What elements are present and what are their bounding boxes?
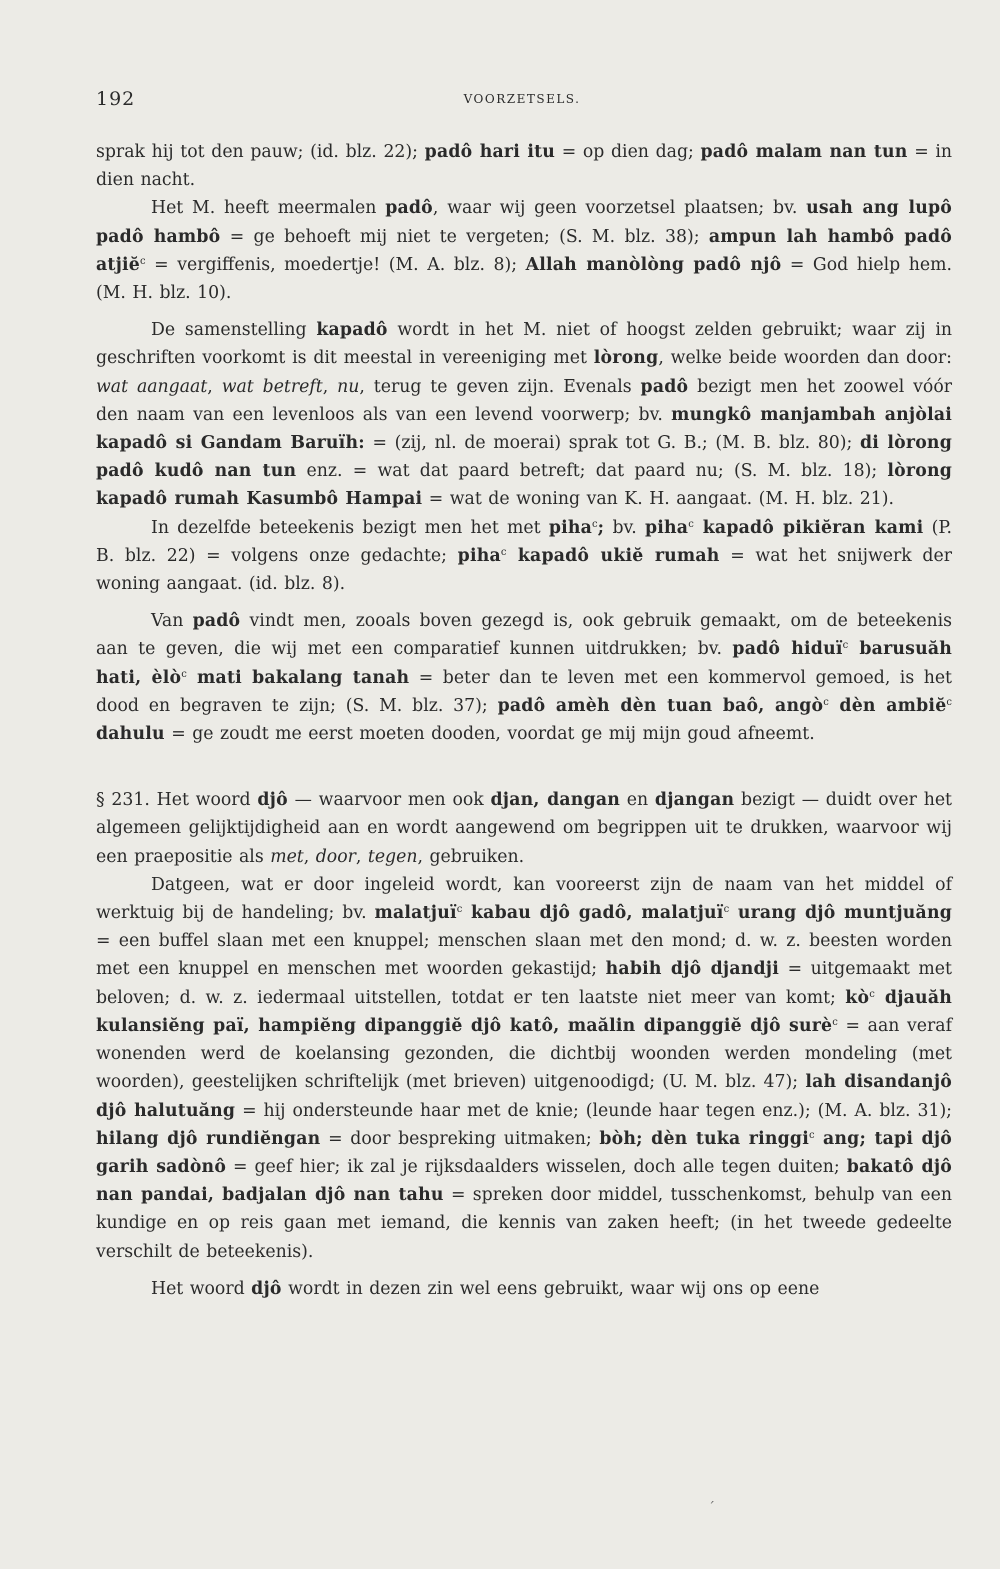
italic-term: wat aangaat — [96, 376, 208, 397]
malay-term: Allah manòlòng padô njô — [525, 254, 782, 275]
superscript-mark: c — [823, 696, 829, 708]
text-run: , — [322, 376, 338, 397]
stray-mark: ˊ — [708, 1500, 715, 1516]
text-run: = uitgemaakt met beloven; d. w. z. iedermaal uitstellen, totdat er ten laatste niet meer van komt; — [96, 959, 952, 1008]
malay-term: usah ang lupô padô hambô — [96, 198, 952, 247]
text-run: , terug te geven zijn. Evenals — [359, 376, 641, 397]
text-run: Het woord — [151, 1278, 252, 1299]
text-run: , — [207, 376, 222, 397]
text-run: bv. — [604, 517, 645, 538]
malay-term: lòrong kapadô rumah Kasumbô Hampai — [96, 461, 952, 510]
malay-term: dahulu — [96, 724, 165, 745]
text-run: = beter dan te leven met een kommervol gemoed, is het dood en begraven te zijn; (S. M. blz. 37); — [96, 667, 952, 716]
malay-term: piha — [548, 517, 593, 538]
text-run: bezigt men het zoowel vóór den naam van een levenloos als van een levend voorwerp; bv. — [96, 376, 952, 425]
malay-term: mati bakalang tanah — [186, 667, 410, 688]
text-run: = ge zoudt me eerst moeten dooden, voordat ge mij mijn goud afneemt. — [164, 724, 815, 745]
text-run: § 231. Het woord — [96, 790, 258, 811]
malay-term: dèn ambiĕ — [828, 695, 947, 716]
text-run: = hij ondersteunde haar met de knie; (leunde haar tegen enz.); (M. A. blz. 31); — [235, 1100, 953, 1121]
malay-term: djô — [257, 790, 288, 811]
superscript-mark: c — [808, 1129, 815, 1141]
text-run: = op dien dag; — [555, 142, 701, 162]
malay-term: kapadô pikiĕran kami — [693, 517, 924, 538]
italic-term: door — [315, 846, 356, 867]
malay-term: djan, dangan — [490, 790, 620, 811]
malay-term: kò — [845, 987, 870, 1008]
malay-term: lòrong — [593, 348, 659, 369]
text-run: In dezelfde beteekenis bezigt men het met — [151, 517, 549, 538]
text-run: = in dien nacht. — [96, 142, 952, 191]
malay-term: kabau djô gadô, malatjuï — [462, 903, 724, 924]
malay-term: malatjuï — [374, 903, 457, 924]
paragraph — [96, 514, 952, 599]
paragraph — [96, 786, 952, 871]
malay-term: di lòrong padô kudô nan tun — [96, 433, 952, 482]
text-run: = een buffel slaan met een knuppel; menschen slaan met den mond; d. w. z. beesten worden met een knuppel en menschen met woorden gekastijd; — [96, 931, 952, 980]
running-title: VOORZETSELS. — [463, 92, 581, 106]
malay-term: padô — [385, 198, 433, 219]
text-run: , — [303, 846, 316, 867]
malay-term: ang; tapi djô garih sadònô — [96, 1128, 952, 1177]
superscript-mark: c — [181, 668, 187, 680]
malay-term: piha — [457, 545, 501, 566]
superscript-mark: c — [456, 904, 463, 916]
text-run: wordt in het M. niet of hoogst zelden gebruikt; waar zij in geschriften voorkomt is dit meestal in vereeniging met — [96, 320, 952, 369]
text-run: , — [355, 846, 368, 867]
text-run: sprak hij tot den pauw; (id. blz. 22); — [96, 142, 425, 162]
malay-term: ; — [597, 517, 605, 538]
superscript-mark: c — [592, 518, 598, 530]
text-run: = door bespreking uitmaken; — [320, 1128, 600, 1149]
malay-term: ampun lah hambô padô atjiĕ — [96, 226, 952, 275]
paragraph — [96, 1275, 952, 1303]
malay-term: bòh; dèn tuka ringgi — [599, 1128, 809, 1149]
paragraph — [96, 871, 952, 1266]
text-run: — waarvoor men ook — [287, 790, 491, 811]
text-run: en — [620, 790, 655, 811]
malay-term: lah disandanjô djô halutuăng — [96, 1072, 952, 1121]
body-text — [96, 138, 952, 1303]
text-run: De samenstelling — [151, 320, 317, 341]
superscript-mark: c — [842, 640, 849, 652]
italic-term: met — [270, 846, 304, 867]
text-run: vindt men, zooals boven gezegd is, ook gebruik gemaakt, om de beteekenis aan te geven, die wij met een comparatief kunnen uitdrukken; bv. — [96, 611, 952, 660]
text-run: = geef hier; ik zal je rijksdaalders wisselen, doch alle tegen duiten; — [226, 1156, 847, 1177]
text-run: , gebruiken. — [417, 846, 525, 867]
text-run: Het M. heeft meermalen — [151, 198, 386, 219]
malay-term: djô — [251, 1278, 282, 1299]
superscript-mark: c — [723, 904, 730, 916]
text-run: = vergiffenis, moedertje! (M. A. blz. 8); — [145, 254, 526, 275]
malay-term: hilang djô rundiĕngan — [96, 1128, 321, 1149]
text-run: , welke beide woorden dan door: — [658, 348, 952, 369]
text-run: = spreken door middel, tusschenkomst, behulp van een kundige en op reis gaan met iemand, die kennis van zaken heeft; (in het tweede gedeelte verschilt de beteekenis). — [96, 1185, 952, 1262]
superscript-mark: c — [140, 255, 146, 267]
italic-term: nu — [337, 376, 360, 397]
text-run: = ge behoeft mij niet te vergeten; (S. M. blz. 38); — [220, 226, 709, 247]
malay-term: padô — [192, 611, 241, 632]
text-run: wordt in dezen zin wel eens gebruikt, waar wij ons op eene — [281, 1278, 820, 1299]
malay-term: piha — [644, 517, 689, 538]
paragraph — [96, 607, 952, 748]
malay-term: kapadô — [316, 320, 388, 341]
text-run: , waar wij geen voorzetsel plaatsen; bv. — [432, 198, 807, 219]
text-run: enz. = wat dat paard betreft; dat paard nu; (S. M. blz. 18); — [296, 461, 888, 482]
superscript-mark: c — [869, 988, 875, 1000]
malay-term: bakatô djô nan pandai, badjalan djô nan tahu — [96, 1156, 953, 1206]
paragraph — [96, 316, 952, 513]
text-run: = wat de woning van K. H. aangaat. (M. H. blz. 21). — [422, 489, 894, 510]
text-run: Van — [151, 611, 193, 632]
text-run: = (zij, nl. de moerai) sprak tot G. B.; (M. B. blz. 80); — [364, 433, 860, 454]
text-run: bezigt — duidt over het algemeen gelijktijdigheid aan en wordt aangewend om begrippen uit te drukken, waarvoor wij een praepositie als — [96, 790, 952, 867]
superscript-mark: c — [946, 696, 952, 708]
italic-term: tegen — [367, 846, 418, 867]
malay-term: djangan — [654, 790, 735, 811]
text-run: = aan veraf wonenden werd de koelansing gezonden, die dichtbij woonden werden mondeling (met woorden), geestelijken schriftelijk (met brieven) uitgenoodigd; (U. M. blz. 47); — [96, 1015, 952, 1093]
text-run: = God hielp hem. (M. H. blz. 10). — [96, 254, 953, 304]
superscript-mark: c — [832, 1016, 838, 1028]
malay-term: djauăh kulansiĕng paï, hampiĕng dipanggiĕ djô katô, maălin dipanggiĕ djô surè — [96, 987, 952, 1036]
superscript-mark: c — [500, 546, 507, 558]
italic-term: wat betreft — [221, 376, 323, 397]
malay-term: mungkô manjambah anjòlai kapadô si Gandam Baruïh: — [96, 404, 952, 454]
malay-term: barusuăh hati, èlò — [96, 639, 953, 688]
malay-term: habih djô djandji — [605, 959, 780, 980]
page-header — [96, 88, 948, 114]
text-run: Datgeen, wat er door ingeleid wordt, kan vooreerst zijn de naam van het middel of werktuig bij de handeling; bv. — [96, 874, 952, 924]
paragraph — [96, 194, 952, 307]
malay-term: padô hari itu — [424, 142, 556, 162]
page-number: 192 — [96, 88, 136, 110]
text-run: (P. B. blz. 22) = volgens onze gedachte; — [96, 517, 952, 566]
malay-term: padô amèh dèn tuan baô, angò — [497, 695, 824, 716]
malay-term: urang djô muntjuăng — [729, 903, 952, 924]
malay-term: padô malam nan tun — [700, 142, 908, 162]
paragraph — [96, 138, 952, 194]
malay-term: padô hiduï — [732, 639, 843, 660]
superscript-mark: c — [688, 518, 694, 530]
malay-term: padô — [640, 376, 689, 397]
malay-term: kapadô ukiĕ rumah — [506, 545, 720, 566]
text-run: = wat het snijwerk der woning aangaat. (id. blz. 8). — [96, 545, 952, 595]
